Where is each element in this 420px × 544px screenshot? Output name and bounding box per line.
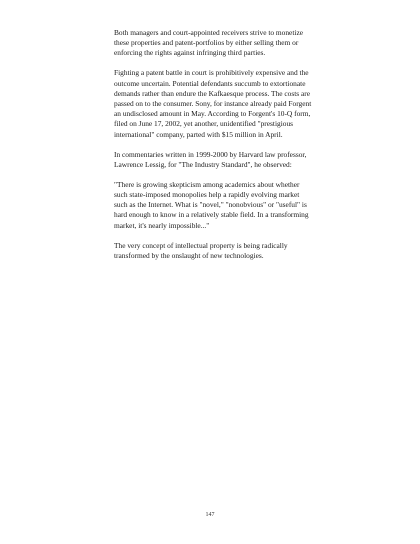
paragraph: In commentaries written in 1999-2000 by Harvard law professor, Lawrence Lessig, for "The Industry Standard", he observed:: [114, 149, 307, 169]
page-number: 147: [205, 512, 215, 518]
paragraph: "There is growing skepticism among academics about whether such state-imposed monopolies help a rapidly evolving market such as the Internet. What is "novel," "nonobvious" or "useful" is hard enough to know in a relatively stable field. In a transforming market, it's nearly impossible...": [114, 179, 309, 230]
paragraph: Both managers and court-appointed receivers strive to monetize these properties and patent-portfolios by either selling them or enforcing the rights against infringing third parties.: [114, 28, 304, 58]
paragraph: The very concept of intellectual property is being radically transformed by the onslaught of new technologies.: [114, 240, 288, 260]
document-body: [114, 28, 314, 271]
paragraph: Fighting a patent battle in court is prohibitively expensive and the outcome uncertain. Potential defendants succumb to extortionate demands rather than endure the Kafkaesque process. The costs are passed on to the consumer. Sony, for instance already paid Forgent an undisclosed amount in May. According to Forgent's 10-Q form, filed on June 17, 2002, yet another, unidentified "prestigious international" company, parted with $15 million in April.: [114, 68, 312, 139]
